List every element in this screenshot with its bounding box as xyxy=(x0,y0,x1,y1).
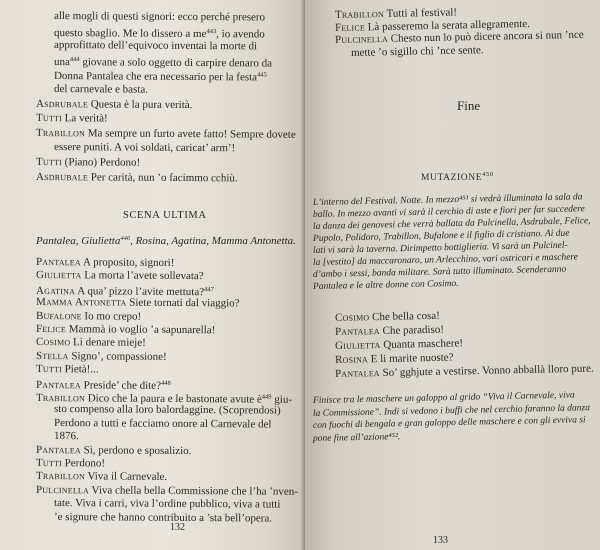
line-text: Viva il Carnevale. xyxy=(87,470,168,484)
line-text: Ma sempre un furto avete fatto! Sempre dovete xyxy=(87,127,296,141)
stage-direction-line: ballo. In mezzo avanti vi sarà il cerchio di aste e fiori per far succedere xyxy=(312,204,585,220)
line-text: (Piano) Perdono! xyxy=(64,156,141,169)
dialogue-line xyxy=(54,10,265,23)
fine-heading: Fine xyxy=(457,98,481,113)
line-text: Donna Pantalea che era necessario per la festa xyxy=(53,70,258,84)
footnote-marker: 444 xyxy=(69,55,80,63)
stage-direction-line: la [vestito] da maccaronaro, un Arlecchino, vari ostricari e maschere xyxy=(312,252,579,268)
line-text: Dico che la paura e le bastonate avute è xyxy=(87,392,262,406)
footnote-marker: 449 xyxy=(261,393,272,401)
dialogue-line xyxy=(36,310,141,323)
footnote-marker: 443 xyxy=(206,27,217,35)
dialogue-line xyxy=(36,296,240,309)
line-text: questo sbaglio. Me lo dissero a me xyxy=(53,26,207,40)
dialogue-line xyxy=(36,127,296,141)
dialogue-line xyxy=(36,156,140,169)
speaker-name: Pantalea xyxy=(35,443,81,456)
dialogue-line xyxy=(54,511,272,525)
dialogue-line xyxy=(36,457,105,469)
stage-direction-line: Pantalea e le altre donne con Cosimo. xyxy=(312,278,459,292)
line-text: tate. Viva i carri, viva l’ordine pubblico, viva a tutti xyxy=(53,497,281,511)
dialogue-line xyxy=(54,39,257,52)
speaker-name: Mamma Antonetta xyxy=(35,296,127,309)
line-text-rest: giovane a solo oggetto di carpire denaro da xyxy=(79,55,273,70)
speaker-name: Agatina xyxy=(35,284,76,298)
speaker-name: Pantalea xyxy=(35,378,81,391)
dialogue-line xyxy=(36,363,99,375)
speaker-name: Pantalea xyxy=(334,325,380,338)
line-text: Quanta maschere! xyxy=(383,337,464,351)
dialogue-line xyxy=(36,256,174,269)
line-text: ’e signure che hanno contribuito a ’sta bell’opera. xyxy=(53,510,273,525)
dialogue-line xyxy=(54,430,79,442)
dialogue-line xyxy=(54,403,281,417)
scene-heading: SCENA ULTIMA xyxy=(123,210,207,221)
stage-direction-line: Pupolo, Polidoro, Trabillon, Bufalone e il figlio di cristiano. Ai due xyxy=(312,228,570,244)
speaker-name: Cosimo xyxy=(334,311,370,324)
line-text: Chesto nun lo può dicere ancora si nun ’nce xyxy=(390,28,584,45)
footnote-marker: 445 xyxy=(257,71,267,79)
line-text: Mammà io voglio ’a sapunarella! xyxy=(68,323,216,337)
speaker-name: Tutti xyxy=(35,112,62,125)
dialogue-line xyxy=(335,324,444,338)
line-text: del carnevale e basta. xyxy=(53,83,149,96)
stage-direction-line: la danza dei genovesi che verrà ballata da Pulcinella, Asdrubale, Felice, xyxy=(312,216,591,232)
speaker-name: Trabillon xyxy=(35,126,86,140)
dialogue-line xyxy=(36,269,204,282)
line-text: approfittato dell’equivoco inventai la morte di xyxy=(53,39,258,53)
dialogue-line xyxy=(335,352,454,366)
stage-direction-line: la Commissione”. Indi si vedono i buffi che nel cerchio faranno la danza xyxy=(312,402,591,419)
line-text: una xyxy=(53,55,70,68)
dialogue-line xyxy=(36,323,215,336)
dialogue-line xyxy=(351,44,484,59)
speaker-name: Tutti xyxy=(35,363,62,376)
footnote-marker: 447 xyxy=(204,285,214,294)
dialogue-line xyxy=(36,350,167,363)
speaker-name: Giulietta xyxy=(35,269,82,282)
line-text: Perdono a tutti e facciamo onore al Carnevale del xyxy=(53,416,272,431)
speaker-name: Asdrubale xyxy=(35,97,89,110)
line-text-rest: giu- xyxy=(271,393,293,406)
speaker-name: Stella xyxy=(35,349,69,363)
dialogue-line xyxy=(36,444,192,457)
speaker-name: Pulcinella xyxy=(334,32,389,46)
dialogue-line xyxy=(36,171,238,184)
dialogue-line xyxy=(54,417,272,431)
dialogue-line xyxy=(54,54,272,70)
stage-direction-line: Finisce tra le maschere un galoppo al grido “Viva il Carnevale, viva xyxy=(312,390,575,406)
stage-direction-line: L’interno del Festival. Notte. In mezzo⁴⁵¹ si vedrà illuminata la sala da xyxy=(312,192,583,208)
line-text: Perdono! xyxy=(64,457,106,470)
cast-list: Pantalea, Giulietta$^{446}$, Rosina, Agatina, Mamma Antonetta. xyxy=(36,235,296,247)
speaker-name: Trabillon xyxy=(334,7,385,21)
dialogue-line xyxy=(36,112,108,125)
line-text: Siete tornati dal viaggio? xyxy=(129,296,240,310)
line-text: 1876. xyxy=(53,430,79,443)
speaker-name: Bufalone xyxy=(35,309,82,322)
speaker-name: Pulcinella xyxy=(35,483,90,497)
line-text: So’ gghjute a vestirse. Vonno abballà lloro pure. xyxy=(382,362,594,380)
speaker-name: Pantalea xyxy=(334,367,380,380)
line-text: mette ’o sigillo chi ’nce sente. xyxy=(350,43,484,59)
line-text: Pietà!... xyxy=(64,363,99,376)
line-text: Che bella cosa! xyxy=(371,309,440,324)
speaker-name: Trabillon xyxy=(35,392,86,405)
page-number-left: 132 xyxy=(170,522,185,533)
speaker-name: Tutti xyxy=(35,457,62,470)
dialogue-line xyxy=(36,98,193,111)
dialogue-line xyxy=(36,484,298,498)
line-text: Che paradiso! xyxy=(382,323,445,338)
dialogue-line xyxy=(54,68,267,83)
dialogue-line xyxy=(54,497,280,511)
page-number-right: 133 xyxy=(433,535,448,546)
speaker-name: Felice xyxy=(334,20,366,34)
line-text: La verità! xyxy=(64,112,108,125)
stage-direction-line: lati vi sarà la taverna. Dirimpetto bottiglieria. Vi sarà un Pulcinel- xyxy=(312,240,568,256)
line-text: Per carità, nun ’o facimmo cchiù. xyxy=(90,170,238,185)
line-text: Tutti al festival! xyxy=(386,6,458,20)
footnote-marker: 448 xyxy=(160,379,171,387)
line-text: Sì, perdono e sposalizio. xyxy=(83,443,192,457)
line-text: A proposito, signori! xyxy=(82,256,175,269)
right-page xyxy=(305,0,600,550)
line-text: Io mo crepo! xyxy=(84,309,142,323)
dialogue-line xyxy=(54,25,265,40)
speaker-name: Trabillon xyxy=(35,470,86,483)
line-text: Signo’, compassione! xyxy=(71,350,167,363)
speaker-name: Tutti xyxy=(35,156,62,169)
line-text: sto compenso alla loro balordaggine. (Scoprendosi) xyxy=(53,403,281,417)
line-text: Preside’ che dite? xyxy=(83,378,162,392)
line-text: Li denare mieje! xyxy=(73,336,146,350)
dialogue-line xyxy=(335,337,463,352)
speaker-name: Felice xyxy=(35,323,67,336)
speaker-name: Cosimo xyxy=(35,336,71,349)
dialogue-line xyxy=(335,310,440,324)
line-text: alle mogli di questi signori: ecco perché presero xyxy=(53,10,266,24)
mutazione-heading: MUTAZIONE$^{450}$ xyxy=(421,171,494,183)
dialogue-line xyxy=(36,470,167,483)
line-text-rest: , io avendo xyxy=(216,27,265,41)
speaker-name: Rosina xyxy=(334,353,369,366)
speaker-name: Giulietta xyxy=(334,339,381,352)
line-text: Là passeremo la serata allegramente. xyxy=(367,17,530,33)
stage-direction-line: pone fine all’azione⁴⁵². xyxy=(312,431,401,444)
line-text: A qua’ pizzo l’avite mettuta? xyxy=(77,285,205,298)
line-text: La morta l’avete sollevata? xyxy=(84,269,204,283)
stage-direction-line: con fuochi di bengala e gran galoppo delle maschere e con gli evviva si xyxy=(312,415,586,431)
speaker-name: Asdrubale xyxy=(35,170,89,183)
line-text: E li marite nuoste? xyxy=(370,351,454,366)
line-text: essere puniti. A voi soldati, caricat’ arm’! xyxy=(53,141,236,155)
line-text: Questa è la pura verità. xyxy=(90,97,193,111)
speaker-name: Pantalea xyxy=(35,256,81,269)
line-text: Viva chella bella Commissione che l’ha ’nven- xyxy=(91,484,299,498)
dialogue-line xyxy=(54,141,235,154)
dialogue-line xyxy=(36,336,146,349)
dialogue-line xyxy=(54,83,148,96)
stage-direction-line: d’ambo i sessi, banda militare. Sarà tutto illuminato. Scenderanno xyxy=(312,264,567,280)
